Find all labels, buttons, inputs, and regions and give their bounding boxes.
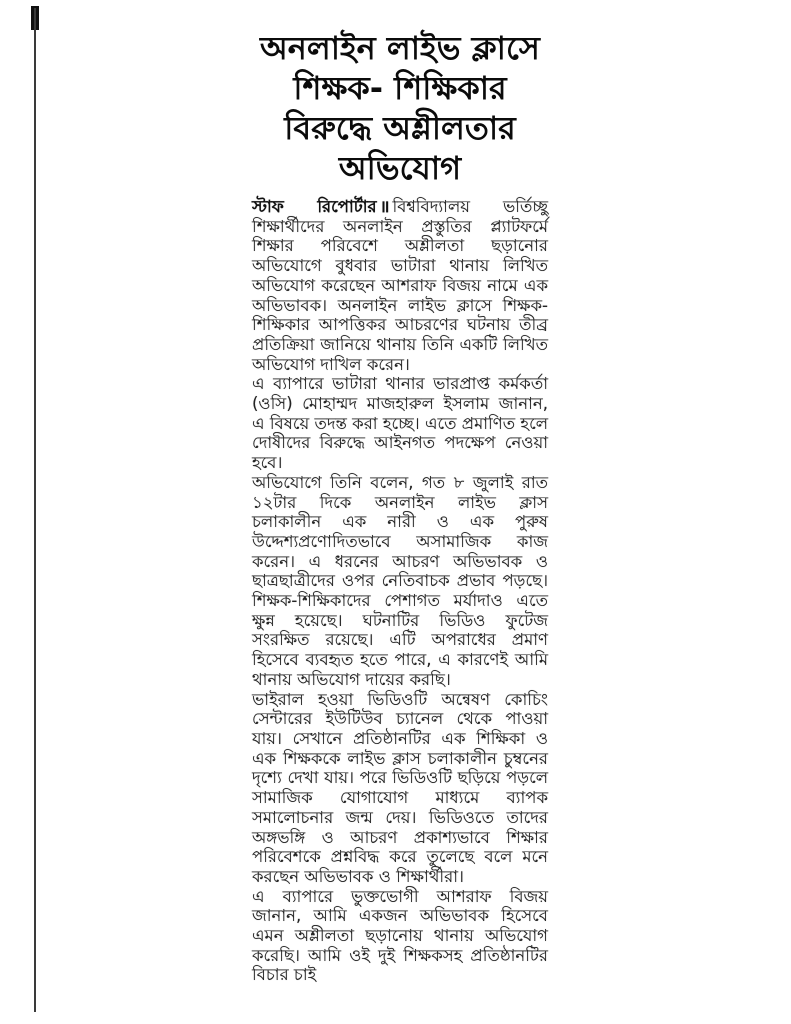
article-paragraph: এ ব্যাপারে ভাটারা থানার ভারপ্রাপ্ত কর্মকর্তা (ওসি) মোহাম্মদ মাজহারুল ইসলাম জানান, এ বিষয়ে তদন্ত করা হচ্ছে। এতে প্রমাণিত হলে দোষীদের বিরুদ্ধে আইনগত পদক্ষেপ নেওয়া হবে। <box>252 374 548 473</box>
byline-separator: ॥ <box>379 197 390 216</box>
article-headline <box>252 28 548 188</box>
paragraph-text: বিশ্ববিদ্যালয় ভর্তিচ্ছু শিক্ষার্থীদের অনলাইন প্রস্তুতির প্ল্যাটফর্মে শিক্ষার পরিবেশে অশ্লীলতা ছড়ানোর অভিযোগে বুধবার ভাটারা থানায় লিখিত অভিযোগ করেছেন আশরাফ বিজয় নামে এক অভিভাবক। অনলাইন লাইভ ক্লাসে শিক্ষক-শিক্ষিকার আপত্তিকর আচরণের ঘটনায় তীব্র প্রতিক্রিয়া জানিয়ে থানায় তিনি একটি লিখিত অভিযোগ দাখিল করেন। <box>252 197 548 374</box>
column-rule <box>34 8 36 1012</box>
byline: স্টাফ রিপোর্টার <box>252 197 377 216</box>
article-column <box>252 28 548 985</box>
article-paragraph <box>252 197 548 374</box>
headline-line: অভিযোগ <box>338 149 462 187</box>
article-paragraph: এ ব্যাপারে ভুক্তভোগী আশরাফ বিজয় জানান, আমি একজন অভিভাবক হিসেবে এমন অশ্লীলতা ছড়ানোয় থানায় অভিযোগ করেছি। আমি ওই দুই শিক্ষকসহ প্রতিষ্ঠানটির বিচার চাই <box>252 886 548 985</box>
article-paragraph: অভিযোগে তিনি বলেন, গত ৮ জুলাই রাত ১২টার দিকে অনলাইন লাইভ ক্লাস চলাকালীন এক নারী ও এক পুরুষ উদ্দেশ্যপ্রণোদিতভাবে অসামাজিক কাজ করেন। এ ধরনের আচরণ অভিভাবক ও ছাত্রছাত্রীদের ওপর নেতিবাচক প্রভাব পড়ছে। শিক্ষক-শিক্ষিকাদের পেশাগত মর্যাদাও এতে ক্ষুন্ন হয়েছে। ঘটনাটির ভিডিও ফুটেজ সংরক্ষিত রয়েছে। এটি অপরাধের প্রমাণ হিসেবে ব্যবহৃত হতে পারে, এ কারণেই আমি থানায় অভিযোগ দায়ের করছি। <box>252 472 548 689</box>
headline-line: শিক্ষক- শিক্ষিকার <box>293 69 507 107</box>
headline-line: অনলাইন লাইভ ক্লাসে <box>260 29 540 67</box>
article-body <box>252 197 548 985</box>
headline-line: বিরুদ্ধে অশ্লীলতার <box>284 109 516 147</box>
article-paragraph: ভাইরাল হওয়া ভিডিওটি অন্বেষণ কোচিং সেন্টারের ইউটিউব চ্যানেল থেকে পাওয়া যায়। সেখানে প্রতিষ্ঠানটির এক শিক্ষিকা ও এক শিক্ষককে লাইভ ক্লাস চলাকালীন চুম্বনের দৃশ্যে দেখা যায়। পরে ভিডিওটি ছড়িয়ে পড়লে সামাজিক যোগাযোগ মাধ্যমে ব্যাপক সমালোচনার জন্ম দেয়। ভিডিওতে তাদের অঙ্গভঙ্গি ও আচরণ প্রকাশ্যভাবে শিক্ষার পরিবেশকে প্রশ্নবিদ্ধ করে তুলেছে বলে মনে করছেন অভিভাবক ও শিক্ষার্থীরা। <box>252 689 548 886</box>
